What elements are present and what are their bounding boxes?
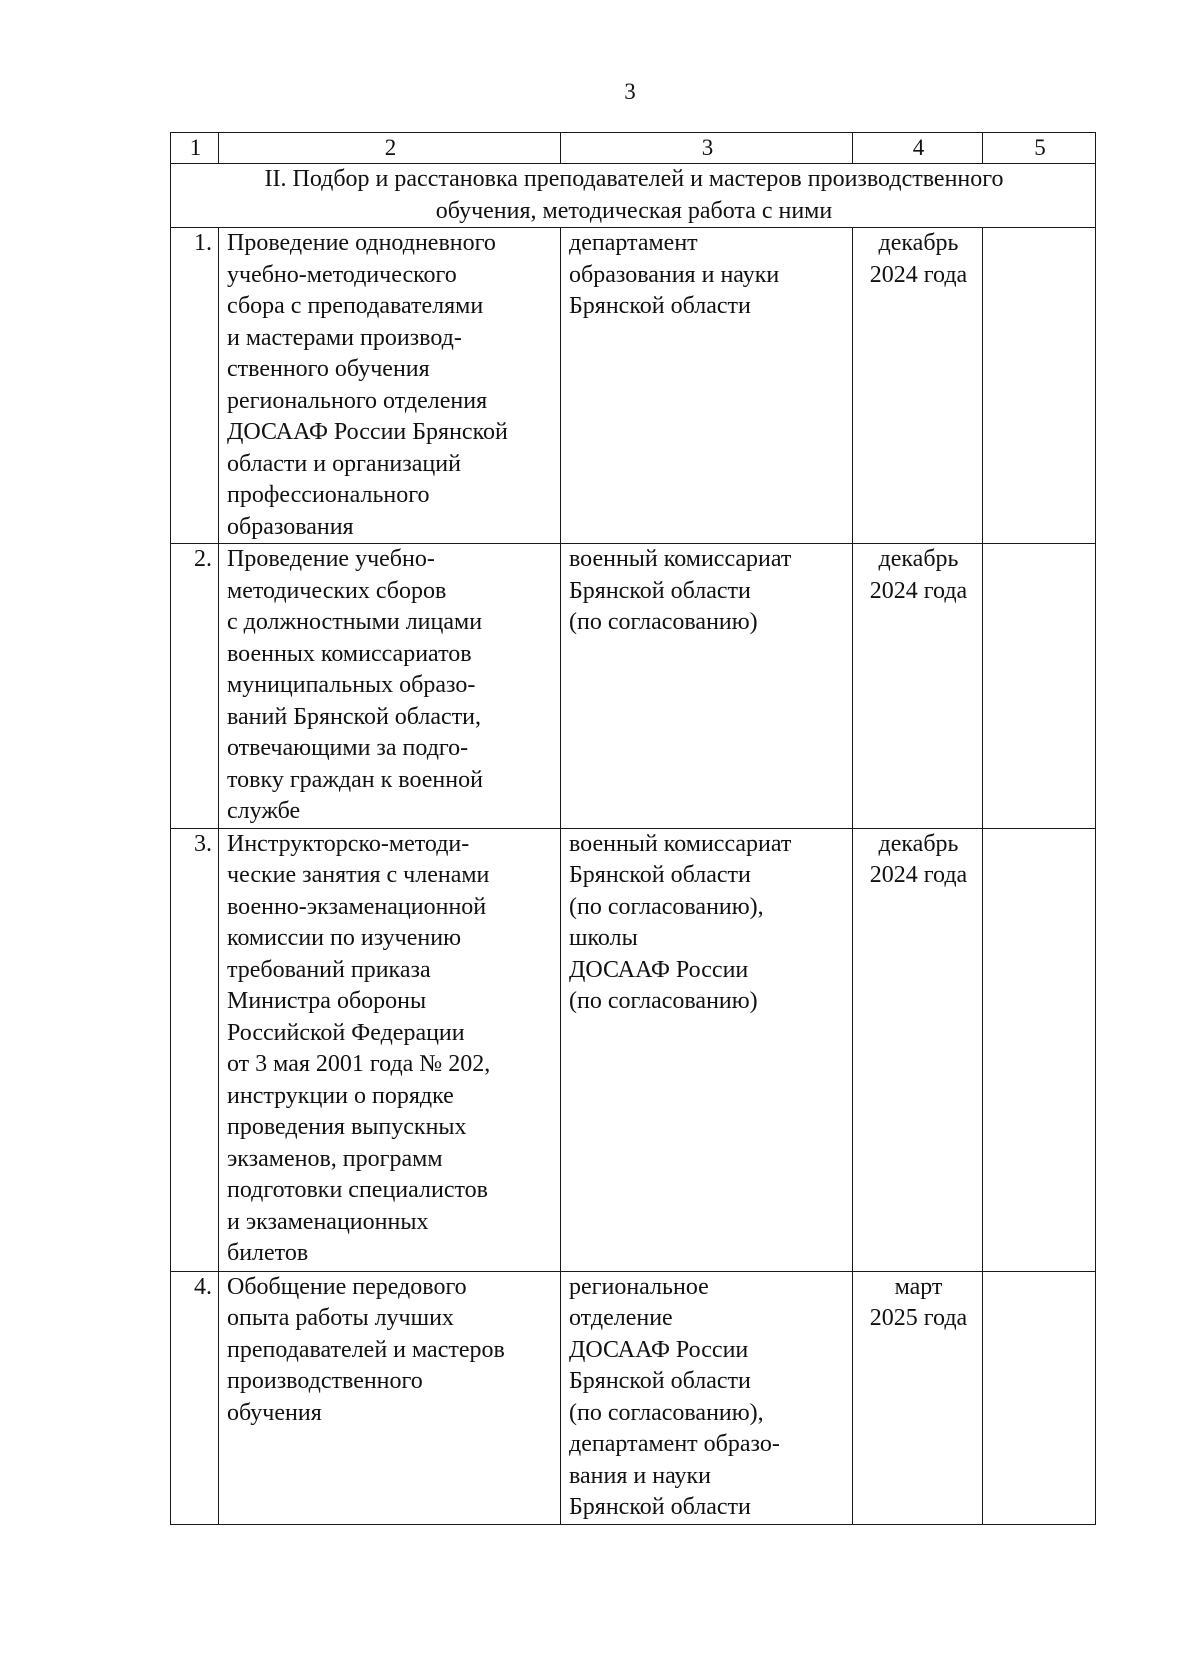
responsible-line: школы [569, 925, 638, 951]
deadline-line: март [894, 1273, 943, 1300]
event-line: с должностными лицами [227, 609, 483, 635]
responsible-line: Брянской области [569, 1368, 751, 1394]
responsible-line: вания и науки [569, 1462, 712, 1489]
deadline-cell [853, 544, 983, 829]
responsible-line: департамент [569, 230, 698, 256]
event-line: от 3 мая 2001 года № 202, [227, 1051, 491, 1077]
table-row [171, 228, 1096, 544]
responsible-line: департамент образо- [569, 1431, 780, 1457]
event-line: методических сборов [227, 577, 447, 604]
event-line: регионального отделения [227, 387, 488, 414]
event-cell [219, 1271, 561, 1524]
column-number-row [171, 133, 1096, 164]
event-line: учебно-методического [227, 261, 457, 288]
event-line: проведения выпускных [227, 1114, 467, 1140]
row-number: 3. [171, 828, 219, 1271]
event-line: сбора с преподавателями [227, 293, 484, 319]
deadline-line: 2024 года [869, 862, 968, 888]
event-line: требований приказа [227, 956, 431, 983]
event-line: и мастерами производ- [227, 324, 462, 351]
event-line: образования [227, 513, 354, 540]
note-cell [983, 228, 1096, 544]
event-line: Инструкторско-методи- [227, 830, 470, 857]
event-line: ческие занятия с членами [227, 862, 490, 888]
responsible-line: ДОСААФ России [569, 956, 749, 983]
row-number: 2. [171, 544, 219, 829]
table-row [171, 828, 1096, 1271]
event-line: инструкции о порядке [227, 1082, 454, 1109]
responsible-line: Брянской области [569, 862, 751, 888]
event-line: комиссии по изучению [227, 925, 462, 951]
deadline-line: декабрь [878, 830, 959, 857]
row-number: 4. [171, 1271, 219, 1524]
event-line: муниципальных образо- [227, 672, 476, 698]
responsible-cell [561, 1271, 853, 1524]
event-line: и экзаменационных [227, 1208, 429, 1235]
event-line: профессионального [227, 482, 430, 508]
event-cell [219, 544, 561, 829]
responsible-line: образования и науки [569, 261, 780, 288]
row-number: 1. [171, 228, 219, 544]
responsible-line: Брянской области [569, 293, 751, 319]
event-line: билетов [227, 1240, 309, 1266]
deadline-cell [853, 828, 983, 1271]
deadline-cell [853, 1271, 983, 1524]
event-line: товку граждан к военной [227, 766, 483, 793]
plan-table [170, 132, 1096, 1525]
table-row [171, 544, 1096, 829]
event-line: ваний Брянской области, [227, 703, 482, 730]
section-title [171, 164, 1096, 228]
responsible-cell [561, 828, 853, 1271]
event-line: экзаменов, программ [227, 1145, 443, 1172]
event-line: ственного обучения [227, 356, 430, 382]
note-cell [983, 828, 1096, 1271]
event-line: области и организаций [227, 450, 461, 477]
event-line: преподавателей и мастеров [227, 1336, 505, 1363]
event-line: подготовки специалистов [227, 1177, 488, 1203]
event-line: Проведение однодневного [227, 230, 496, 256]
note-cell [983, 1271, 1096, 1524]
column-number: 1 [171, 133, 219, 164]
event-line: Обобщение передового [227, 1273, 467, 1300]
deadline-line: 2024 года [869, 261, 968, 288]
note-cell [983, 544, 1096, 829]
column-number: 3 [561, 133, 853, 164]
event-line: военно-экзаменационной [227, 893, 487, 920]
responsible-line: (по согласованию), [569, 1399, 764, 1426]
responsible-line: Брянской области [569, 1494, 751, 1520]
deadline-line: 2024 года [869, 577, 968, 604]
section-title-line: обучения, методическая работа с ними [435, 197, 833, 224]
event-line: Проведение учебно- [227, 546, 435, 572]
event-cell [219, 828, 561, 1271]
deadline-cell [853, 228, 983, 544]
responsible-line: военный комиссариат [569, 830, 792, 857]
event-cell [219, 228, 561, 544]
responsible-cell [561, 228, 853, 544]
responsible-line: (по согласованию) [569, 988, 758, 1014]
event-line: Российской Федерации [227, 1019, 465, 1046]
responsible-line: отделение [569, 1305, 673, 1331]
event-line: ДОСААФ России Брянской [227, 419, 508, 445]
responsible-line: (по согласованию), [569, 893, 764, 920]
deadline-line: декабрь [878, 546, 959, 572]
responsible-cell [561, 544, 853, 829]
responsible-line: ДОСААФ России [569, 1336, 749, 1363]
page-number: 3 [624, 79, 636, 104]
section-title-line: II. Подбор и расстановка преподавателей и мастеров производственного [264, 166, 1004, 192]
deadline-line: 2025 года [869, 1305, 968, 1331]
event-line: производственного [227, 1368, 423, 1394]
responsible-line: Брянской области [569, 577, 751, 604]
event-line: отвечающими за подго- [227, 735, 469, 761]
table-row [171, 1271, 1096, 1524]
responsible-line: региональное [569, 1273, 709, 1300]
event-line: Министра обороны [227, 988, 427, 1014]
section-row [171, 164, 1096, 228]
responsible-line: военный комиссариат [569, 546, 792, 572]
column-number: 4 [853, 133, 983, 164]
event-line: военных комиссариатов [227, 640, 472, 667]
deadline-line: декабрь [878, 230, 959, 256]
event-line: службе [227, 798, 301, 824]
column-number: 2 [219, 133, 561, 164]
column-number: 5 [983, 133, 1096, 164]
responsible-line: (по согласованию) [569, 609, 758, 635]
event-line: опыта работы лучших [227, 1305, 454, 1331]
event-line: обучения [227, 1399, 322, 1426]
